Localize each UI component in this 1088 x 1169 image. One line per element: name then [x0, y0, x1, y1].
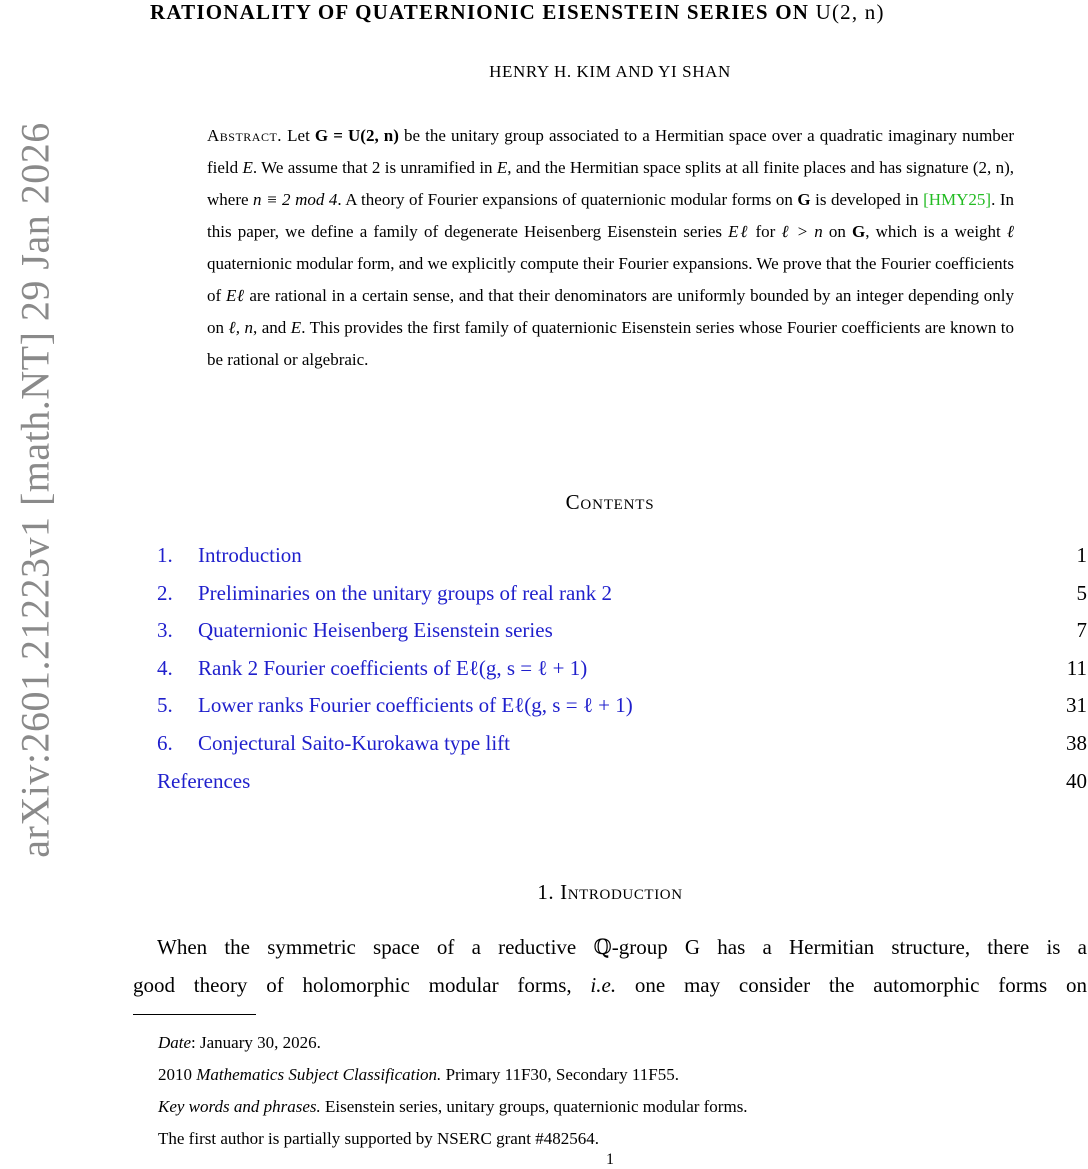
footnote-keywords — [158, 1091, 1088, 1123]
toc-number[interactable]: 3. — [157, 618, 173, 643]
toc-link[interactable]: Quaternionic Heisenberg Eisenstein series — [198, 618, 553, 643]
body-text: good theory of holomorphic modular forms, — [133, 973, 591, 997]
toc-entry-saito-kurokawa[interactable] — [157, 729, 1087, 767]
abstract-math: ℓ > n — [781, 222, 823, 241]
abstract-seg: . We assume that 2 is unramified in — [252, 158, 497, 177]
toc-page-number: 1 — [1076, 543, 1087, 567]
toc-number[interactable]: 1. — [157, 543, 173, 567]
toc-link[interactable]: Introduction — [198, 543, 302, 567]
toc-entry-rank2-fourier[interactable] — [157, 654, 1087, 692]
toc-page-number: 11 — [1066, 655, 1087, 680]
toc-link[interactable]: Conjectural Saito-Kurokawa type lift — [198, 730, 510, 755]
abstract-math: G — [797, 190, 811, 209]
abstract-seg: . This provides the first family of quaternionic Eisenstein series whose Fourier coefficients are known to be rational or algebraic. — [207, 318, 1015, 369]
abstract-math: ℓ, n — [228, 318, 254, 337]
abstract-math: G — [852, 222, 866, 241]
contents-heading: Contents — [565, 490, 655, 514]
section-number: 1. — [537, 880, 555, 904]
footnote-label: Key words and phrases. — [158, 1097, 321, 1116]
paper-title — [150, 0, 1088, 25]
abstract — [207, 120, 1014, 376]
toc-entry-lower-ranks[interactable] — [157, 691, 1087, 729]
toc-entry-heisenberg-eisenstein[interactable] — [157, 616, 1087, 654]
footnote-text: : January 30, 2026. — [191, 1033, 321, 1052]
abstract-math: G = U(2, n) — [314, 126, 399, 145]
footnote-text: Eisenstein series, unitary groups, quaternionic modular forms. — [320, 1097, 748, 1116]
abstract-seg: Let — [287, 126, 315, 145]
abstract-seg: , which is a weight — [865, 222, 1007, 241]
toc-number[interactable]: 5. — [157, 693, 173, 718]
page-number: 1 — [606, 1151, 614, 1168]
title-group: U(2, n) — [815, 0, 885, 24]
footnote-divider — [133, 1014, 256, 1015]
footnote-msc — [158, 1059, 1088, 1091]
footnote-date — [158, 1027, 1088, 1059]
abstract-math: (2, n) — [972, 158, 1010, 177]
abstract-math: E — [290, 318, 302, 337]
abstract-label: Abstract. — [207, 126, 283, 145]
abstract-math: ℓ — [1006, 222, 1014, 241]
abstract-math: n ≡ 2 mod 4 — [253, 190, 338, 209]
abstract-text — [207, 126, 1014, 369]
abstract-seg: on — [822, 222, 853, 241]
footnote-text: 2010 — [158, 1065, 197, 1084]
toc-link[interactable]: Rank 2 Fourier coefficients of Eℓ(g, s = ℓ + 1) — [198, 655, 588, 680]
abstract-seg: be the unitary group associated to a Hermitian space over a quadratic imaginary number field — [207, 126, 1015, 177]
footnotes — [158, 1027, 1088, 1155]
abstract-seg: are rational in a certain sense, and that their denominators are uniformly bounded by an integer depending only on — [207, 286, 1014, 337]
abstract-seg: for — [749, 222, 782, 241]
body-line: When the symmetric space of a reductive ℚ-group G has a Hermitian structure, there is a — [157, 935, 1087, 959]
toc-page-number: 38 — [1066, 730, 1087, 755]
abstract-math: Eℓ — [728, 222, 750, 241]
abstract-seg: . In this paper, we define a family of degenerate Heisenberg Eisenstein series — [207, 190, 1015, 241]
abstract-seg: , and — [253, 318, 291, 337]
abstract-seg: quaternionic modular form, and we explicitly compute their Fourier expansions. We prove that the Fourier coefficients of — [207, 254, 1014, 305]
toc-number[interactable]: 6. — [157, 730, 173, 755]
body-text: i.e. — [590, 973, 617, 997]
toc-page-number: 7 — [1076, 618, 1087, 643]
citation-link-hmy25[interactable]: [HMY25] — [923, 190, 992, 209]
arxiv-stamp: arXiv:2601.21223v1 [math.NT] 29 Jan 2026 — [12, 122, 58, 858]
abstract-math: E — [496, 158, 508, 177]
toc-number[interactable]: 2. — [157, 580, 173, 605]
toc-entry-preliminaries[interactable] — [157, 579, 1087, 617]
toc-link[interactable]: Preliminaries on the unitary groups of real rank 2 — [198, 580, 613, 605]
toc-link[interactable]: References — [157, 768, 251, 793]
abstract-seg: is developed in — [810, 190, 924, 209]
body-paragraph — [133, 928, 1087, 1004]
toc-entry-references[interactable] — [157, 767, 1087, 805]
toc-page-number: 40 — [1066, 768, 1087, 793]
abstract-seg: , and the Hermitian space splits at all finite places and has signature — [507, 158, 973, 177]
toc-page-number: 5 — [1076, 580, 1087, 605]
author-line: HENRY H. KIM AND YI SHAN — [489, 62, 731, 81]
toc-number[interactable]: 4. — [157, 655, 173, 680]
toc-link[interactable]: Lower ranks Fourier coefficients of Eℓ(g, s = ℓ + 1) — [198, 693, 633, 718]
toc-entry-introduction[interactable] — [157, 541, 1087, 579]
footnote-text: Primary 11F30, Secondary 11F55. — [441, 1065, 679, 1084]
footnote-label: Date — [158, 1033, 192, 1052]
toc-page-number: 31 — [1066, 693, 1087, 718]
title-main: RATIONALITY OF QUATERNIONIC EISENSTEIN SERIES ON — [150, 0, 816, 24]
footnote-support: The first author is partially supported by NSERC grant #482564. — [158, 1129, 599, 1148]
section-heading — [0, 880, 1088, 905]
abstract-math: Eℓ — [225, 286, 245, 305]
abstract-seg: . A theory of Fourier expansions of quaternionic modular forms on — [337, 190, 798, 209]
footnote-label: Mathematics Subject Classification. — [196, 1065, 442, 1084]
abstract-math: E — [242, 158, 253, 177]
body-line — [133, 966, 1087, 1004]
section-title: Introduction — [560, 880, 683, 904]
table-of-contents — [157, 541, 1087, 804]
body-text: one may consider the automorphic forms on — [616, 973, 1088, 997]
abstract-seg: , where — [207, 158, 1014, 209]
